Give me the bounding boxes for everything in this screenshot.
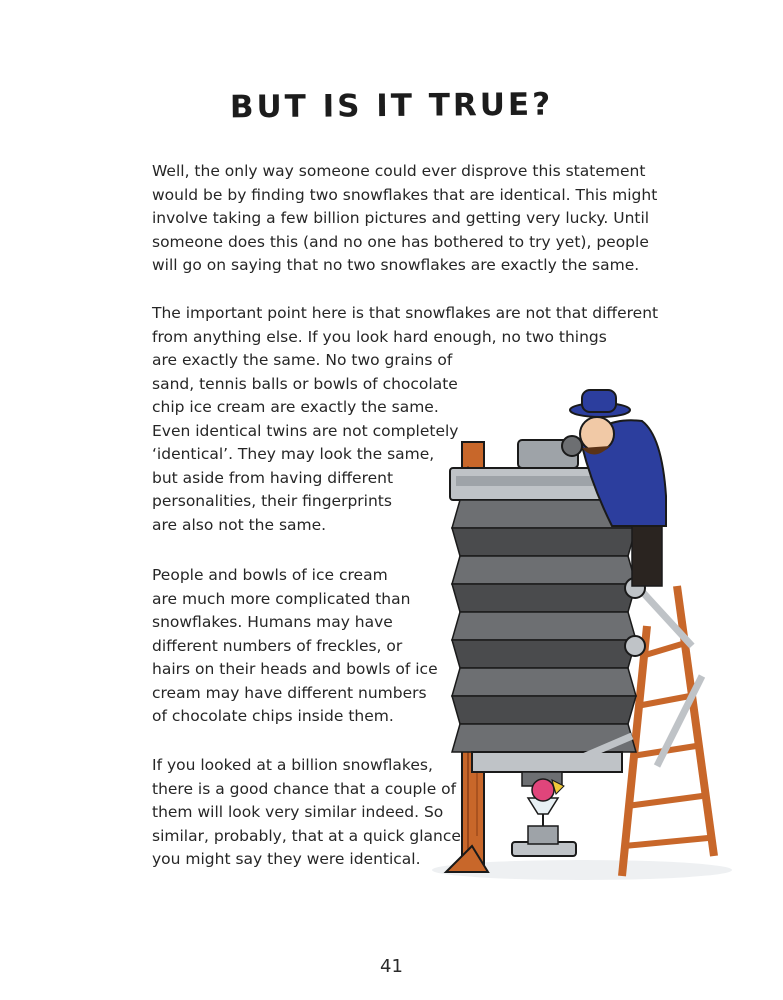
text-line: of chocolate chips inside them. <box>152 707 394 725</box>
text-line: different numbers of freckles, or <box>152 636 403 655</box>
giant-camera-illustration <box>432 376 744 898</box>
text-line: personalities, their fingerprints <box>152 492 392 510</box>
text-line: are exactly the same. No two grains of <box>152 351 453 369</box>
text-line: If you looked at a billion snowflakes, <box>152 756 433 774</box>
text-line: The important point here is that snowflakes are not that different <box>152 304 659 322</box>
text-line: chip ice cream are exactly the same. <box>152 398 439 416</box>
text-line: are much more complicated than <box>152 589 411 608</box>
paragraph-4 <box>152 754 461 872</box>
text-line: ‘identical’. They may look the same, <box>152 445 435 463</box>
text-line: hairs on their heads and bowls of ice <box>152 660 438 678</box>
text-line: cream may have different numbers <box>152 683 427 702</box>
text-line: are also not the same. <box>152 515 327 534</box>
text-line: snowflakes. Humans may have <box>152 613 393 631</box>
text-line: there is a good chance that a couple of <box>152 779 457 798</box>
text-line: but aside from having different <box>152 468 394 487</box>
text-line: People and bowls of ice cream <box>152 566 388 584</box>
text-line: someone does this (and no one has bothered to try yet), people <box>152 232 649 251</box>
page-title: BUT IS IT TRUE? <box>229 86 554 126</box>
text-line: from anything else. If you look hard enough, no two things <box>152 327 607 346</box>
text-line: them will look very similar indeed. So <box>152 803 444 821</box>
text-line: you might say they were identical. <box>152 850 421 868</box>
page-number: 41 <box>380 956 403 977</box>
paragraph-3 <box>152 564 438 729</box>
paragraph-1 <box>152 160 657 278</box>
text-line: will go on saying that no two snowflakes are exactly the same. <box>152 256 640 274</box>
text-line: Well, the only way someone could ever disprove this statement <box>152 162 646 180</box>
giant-camera-illustration-icon <box>432 376 744 898</box>
text-line: involve taking a few billion pictures and getting very lucky. Until <box>152 209 650 227</box>
text-line: sand, tennis balls or bowls of chocolate <box>152 374 458 393</box>
text-line: similar, probably, that at a quick glance <box>152 826 461 845</box>
text-line: Even identical twins are not completely <box>152 421 459 440</box>
text-line: would be by finding two snowflakes that are identical. This might <box>152 185 658 204</box>
